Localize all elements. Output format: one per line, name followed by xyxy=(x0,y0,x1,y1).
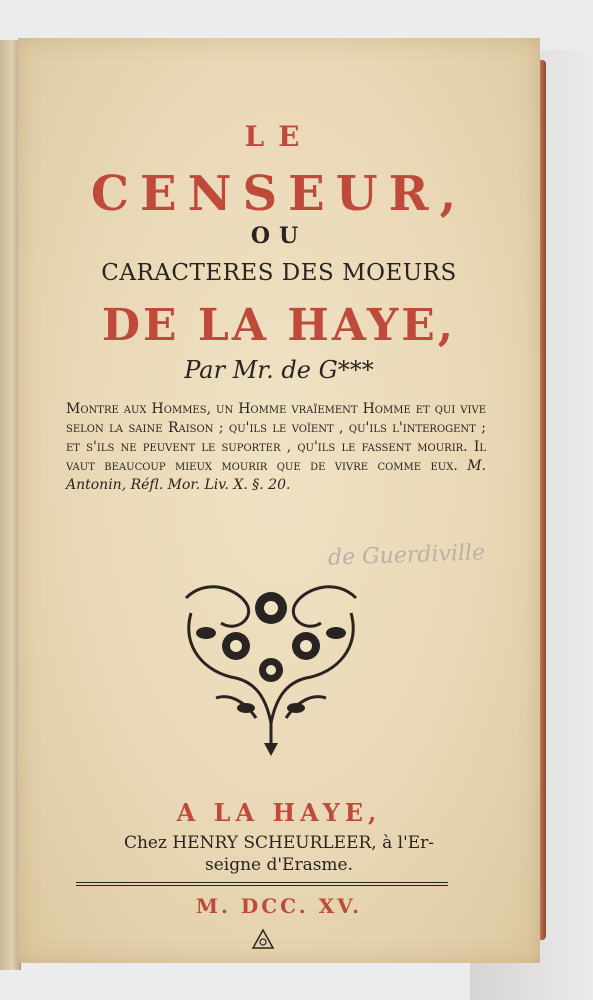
epigraph xyxy=(66,400,486,495)
epigraph-text: Montre aux Hommes, un Homme vraïement Homme et qui vive selon la saine Raison ; qu'ils le voïent , qu'ils l'interogent ; et s'ils ne peuvent le suporter , qu'ils le fassent mourir. Il vaut beaucoup mieux mourir que de vivre comme eux. xyxy=(66,401,486,474)
title-le: LE xyxy=(244,120,314,153)
imprint-date: M. DCC. XV. xyxy=(195,894,363,918)
imprint-city: A LA HAYE, xyxy=(176,798,382,827)
title-place: DE LA HAYE, xyxy=(101,300,457,351)
handwritten-note: de Guerdiville xyxy=(327,540,486,571)
fleuron-ornament-icon xyxy=(176,578,366,758)
divider-rule xyxy=(76,882,448,886)
title-ou: OU xyxy=(250,223,308,249)
author-line: Par Mr. de G*** xyxy=(184,356,374,384)
printers-mark-icon xyxy=(250,926,276,952)
imprint-printer-line2: seigne d'Erasme. xyxy=(204,855,354,875)
epigraph-citation: M. Antonin, Réfl. Mor. Liv. X. §. 20. xyxy=(66,458,486,493)
imprint-printer-line1: Chez HENRY SCHEURLEER, à l'Er- xyxy=(123,833,435,853)
title-page xyxy=(18,38,540,963)
title-censeur: CENSEUR, xyxy=(90,166,468,222)
subtitle: CARACTERES DES MOEURS xyxy=(101,260,457,286)
